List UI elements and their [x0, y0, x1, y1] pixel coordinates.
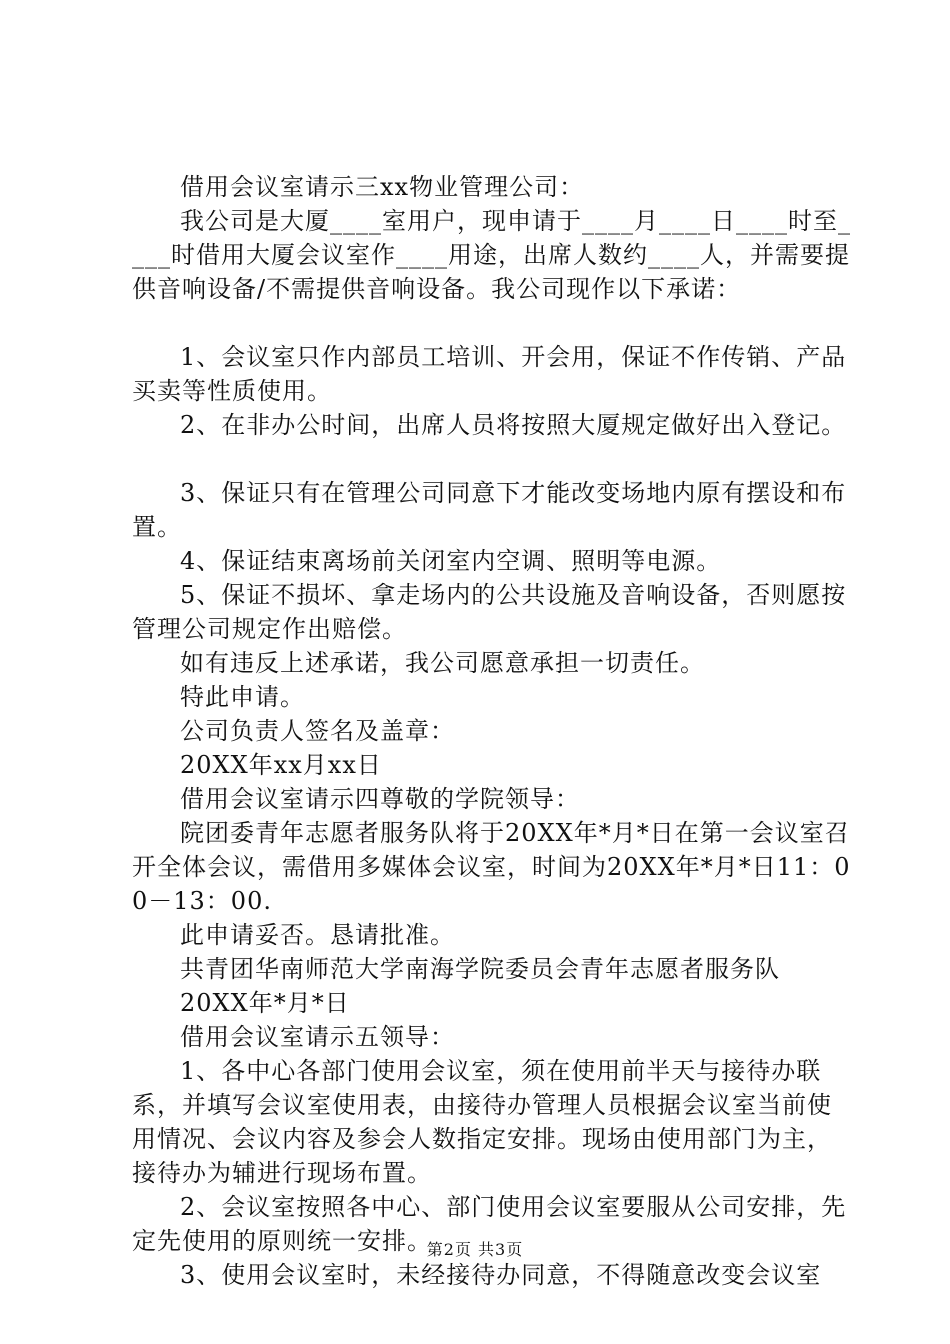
paragraph-date-1: 20XX年xx月xx日 — [180, 751, 382, 779]
paragraph-heading-3: 借用会议室请示三xx物业管理公司： — [180, 173, 585, 201]
paragraph-item-3: 3、保证只有在管理公司同意下才能改变场地内原有摆设和布置。 — [132, 479, 847, 541]
paragraph-heading-5: 借用会议室请示五领导： — [180, 1023, 455, 1051]
paragraph-item-2: 2、在非办公时间，出席人员将按照大厦规定做好出入登记。 — [180, 411, 847, 439]
paragraph-rule-1: 1、各中心各部门使用会议室，须在使用前半天与接待办联系，并填写会议室使用表，由接待办管理人员根据会议室当前使用情况、会议内容及参会人数指定安排。现场由使用部门为主，接待办为辅进行现场布置。 — [132, 1057, 832, 1187]
paragraph-rule-3: 3、使用会议室时，未经接待办同意，不得随意改变会议室 — [180, 1261, 822, 1289]
paragraph-heading-4: 借用会议室请示四尊敬的学院领导： — [180, 785, 580, 813]
paragraph-item-5: 5、保证不损坏、拿走场内的公共设施及音响设备，否则愿按管理公司规定作出赔偿。 — [132, 581, 847, 643]
paragraph-request-4: 院团委青年志愿者服务队将于20XX年*月*日在第一会议室召开全体会议，需借用多媒体会议室，时间为20XX年*月*日11：00－13：00. — [132, 819, 851, 915]
paragraph-responsibility: 如有违反上述承诺，我公司愿意承担一切责任。 — [180, 649, 705, 677]
document-body — [132, 170, 852, 1292]
paragraph-rule-2: 2、会议室按照各中心、部门使用会议室要服从公司安排，先定先使用的原则统一安排。 — [132, 1193, 847, 1255]
paragraph-item-1: 1、会议室只作内部员工培训、开会用，保证不作传销、产品买卖等性质使用。 — [132, 343, 847, 405]
paragraph-approval: 此申请妥否。恳请批准。 — [180, 921, 455, 949]
paragraph-date-2: 20XX年*月*日 — [180, 989, 350, 1017]
paragraph-application: 我公司是大厦____室用户，现申请于____月____日____时至____时借用大厦会议室作____用途，出席人数约____人，并需要提供音响设备/不需提供音响设备。我公司现作以下承诺： — [132, 207, 851, 303]
page-footer: 第2页 共3页 — [426, 1240, 524, 1259]
paragraph-organization: 共青团华南师范大学南海学院委员会青年志愿者服务队 — [180, 955, 780, 983]
paragraph-signature-line: 公司负责人签名及盖章： — [180, 717, 455, 745]
paragraph-closing: 特此申请。 — [180, 683, 305, 711]
paragraph-item-4: 4、保证结束离场前关闭室内空调、照明等电源。 — [180, 547, 722, 575]
